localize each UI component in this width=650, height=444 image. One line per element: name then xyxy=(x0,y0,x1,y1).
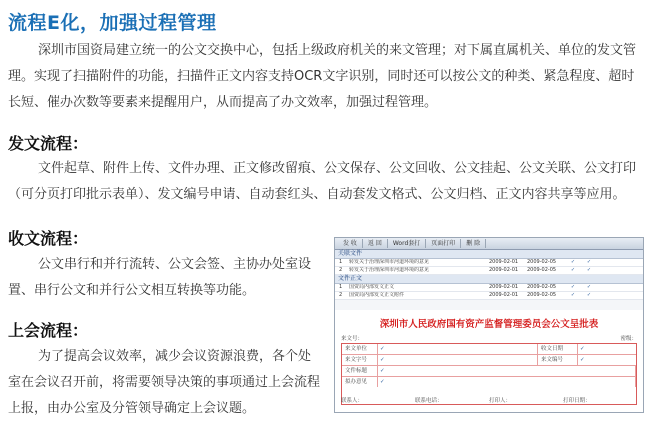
list-item xyxy=(335,292,643,300)
field-label: 来文单位 xyxy=(342,344,378,354)
footer-field: 打印日期： xyxy=(563,398,591,404)
field-label: 来文编号 xyxy=(538,355,578,365)
list-item xyxy=(335,284,643,292)
list-item xyxy=(335,267,643,275)
toolbar-button: 删 除 xyxy=(461,239,486,248)
section-bar: 关联文件 xyxy=(335,250,643,259)
row-number: 1 xyxy=(339,284,343,290)
footer-field: 联系电话： xyxy=(415,398,443,404)
meeting-flow-text: 为了提高会议效率，减少会议资源浪费，各个处室在会议召开前，将需要领导决策的事项通过上会流程上报，由办公室及分管领导确定上会议题。 xyxy=(8,349,321,416)
form-meta xyxy=(335,335,643,343)
row-date: 2009-02-01 xyxy=(489,259,519,265)
field-label: 收文日期 xyxy=(538,344,578,354)
section-bar: 文件正文 xyxy=(335,275,643,284)
row-date: 2009-02-01 xyxy=(489,284,519,290)
send-flow-text: 文件起草、附件上传、文件办理、正文修改留痕、公文保存、公文回收、公文挂起、公文关联、公文打印（可分页打印批示表单）、发文编号申请、自动套红头、自动套发文格式、公文归档、正文内容共享等应用。 xyxy=(8,161,637,202)
row-title: 转发关于治理深圳市河道环境的意见 xyxy=(349,259,430,265)
check-icon: ✓ xyxy=(586,292,592,298)
check-icon: ✓ xyxy=(586,259,592,265)
form-row xyxy=(342,366,636,377)
check-icon: ✓ xyxy=(570,259,576,265)
meta-right: 密级： xyxy=(620,336,637,342)
form-row xyxy=(342,377,636,387)
meeting-flow-heading: 上会流程： xyxy=(8,321,89,340)
row-date: 2009-02-05 xyxy=(527,267,557,273)
toolbar-button: 返 回 xyxy=(363,239,388,248)
form-footer xyxy=(341,396,637,404)
toolbar-button: 页面打印 xyxy=(426,239,461,248)
list-item xyxy=(335,259,643,267)
send-flow-heading: 发文流程： xyxy=(8,134,89,153)
meta-left: 来文号： xyxy=(341,336,364,342)
screenshot-toolbar xyxy=(335,238,643,250)
document-form-screenshot xyxy=(334,237,644,413)
check-icon: ✓ xyxy=(570,292,576,298)
check-icon: ✓ xyxy=(570,284,576,290)
field-label: 文件标题 xyxy=(342,366,378,376)
field-value: ✓ xyxy=(378,355,538,365)
field-value: ✓ xyxy=(378,366,636,376)
row-title: 国资局内部发文正文附件 xyxy=(349,292,405,298)
receive-flow-heading: 收文流程： xyxy=(8,229,89,248)
row-number: 2 xyxy=(339,267,343,273)
row-title: 国资局内部发文正文 xyxy=(349,284,395,290)
field-label: 拟办意见 xyxy=(342,377,378,387)
row-number: 1 xyxy=(339,259,343,265)
check-icon: ✓ xyxy=(570,267,576,273)
receive-flow-text: 公文串行和并行流转、公文会签、主协办处室设置、串行公文和并行公文相互转换等功能。 xyxy=(8,257,312,298)
toolbar-button: 发 收 xyxy=(338,239,363,248)
field-value: ✓ xyxy=(580,357,585,363)
row-date: 2009-02-01 xyxy=(489,267,519,273)
row-date: 2009-02-05 xyxy=(527,292,557,298)
field-value: ✓ xyxy=(580,346,585,352)
field-value: ✓ xyxy=(378,344,538,354)
approval-form xyxy=(335,310,643,412)
footer-field: 联系人： xyxy=(341,398,364,404)
page-title: 流程E化，加强过程管理 xyxy=(8,12,217,34)
form-title: 深圳市人民政府国有资产监督管理委员会公文呈批表 xyxy=(335,310,643,335)
intro-paragraph: 深圳市国资局建立统一的公文交换中心，包括上级政府机关的来文管理；对下属直属机关、单位的发文管理。实现了扫描附件的功能，扫描件正文内容支持OCR文字识别，同时还可以按公文的种类、紧急程度、超时长短、催办次数等要素来提醒用户，从而提高了办文效率，加强过程管理。 xyxy=(8,43,637,110)
check-icon: ✓ xyxy=(586,284,592,290)
footer-field: 打印人： xyxy=(489,398,512,404)
field-value: ✓ xyxy=(378,377,636,387)
field-label: 来文字号 xyxy=(342,355,378,365)
row-date: 2009-02-05 xyxy=(527,259,557,265)
form-row xyxy=(342,344,636,355)
form-row xyxy=(342,355,636,366)
row-date: 2009-02-01 xyxy=(489,292,519,298)
row-title: 转发关于治理深圳市河道环境的意见 xyxy=(349,267,430,273)
row-number: 2 xyxy=(339,292,343,298)
row-date: 2009-02-05 xyxy=(527,284,557,290)
toolbar-button: Word套打 xyxy=(388,239,426,248)
check-icon: ✓ xyxy=(586,267,592,273)
